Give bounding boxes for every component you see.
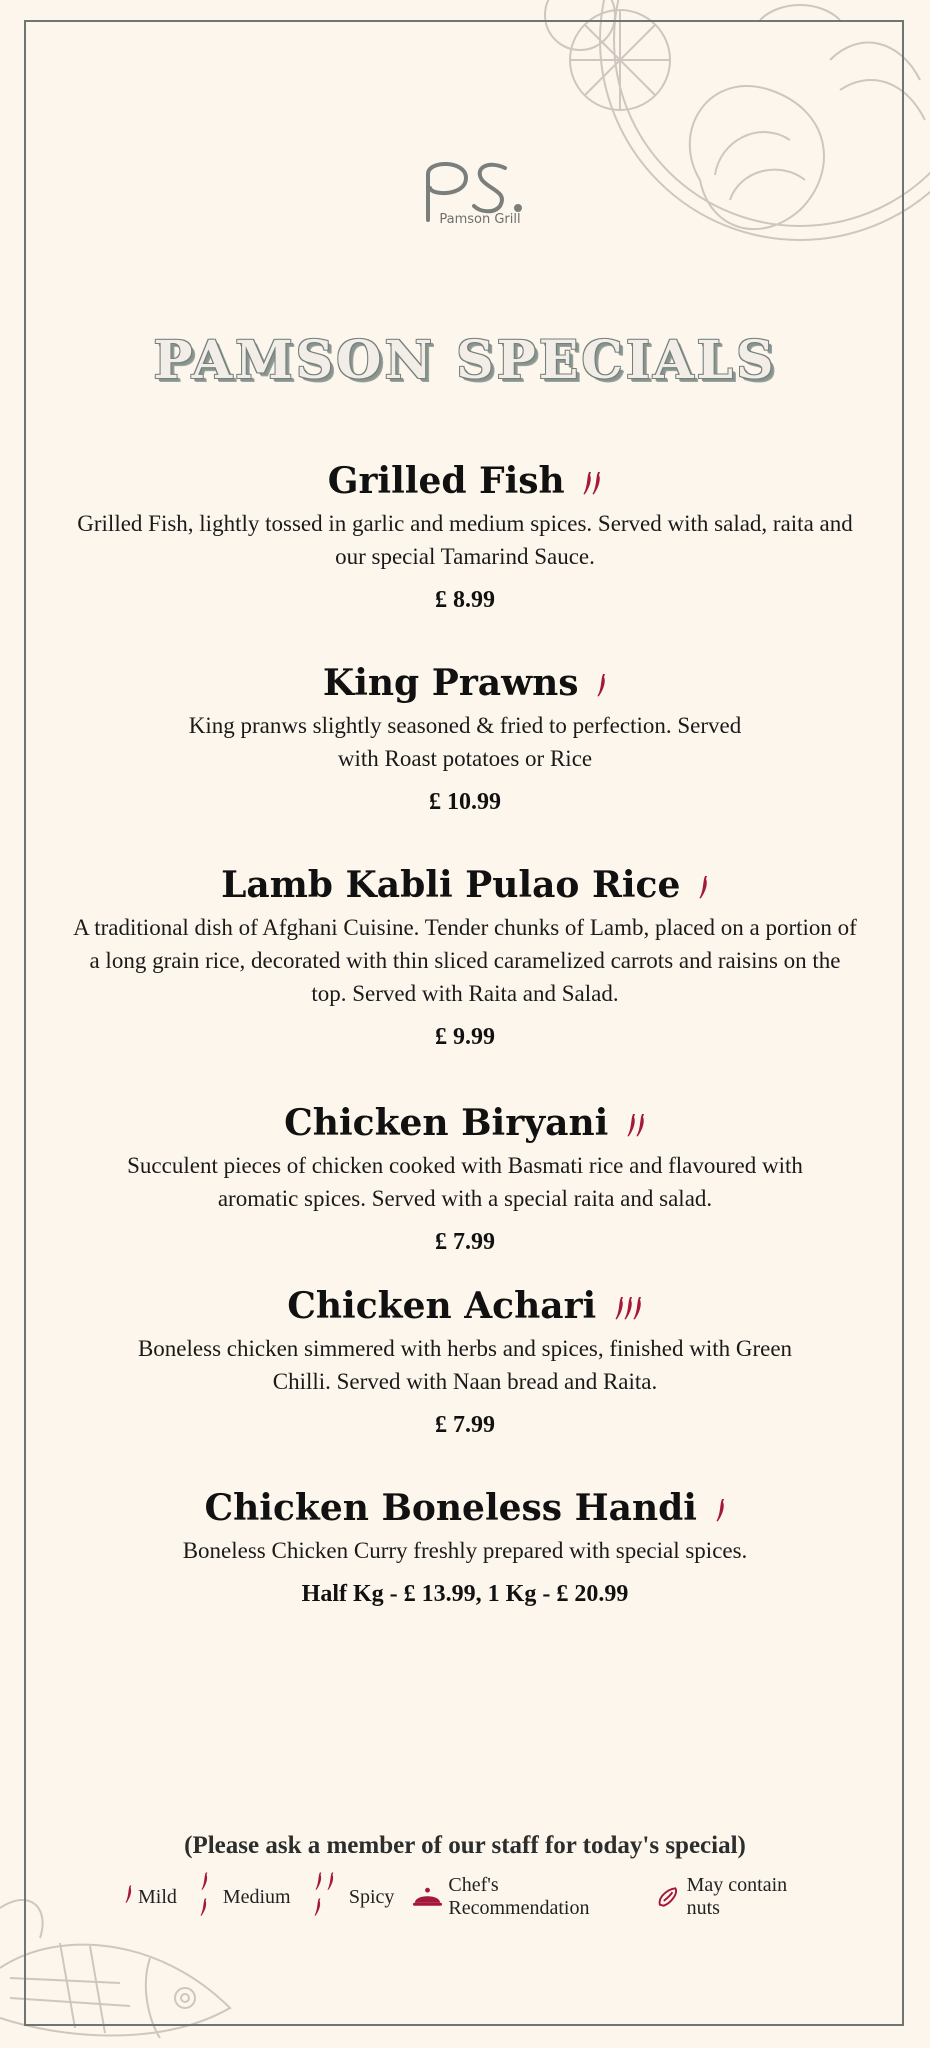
legend-nuts bbox=[656, 1874, 821, 1920]
menu-item bbox=[60, 660, 870, 816]
spice-level-medium bbox=[583, 461, 602, 507]
chili-icon bbox=[597, 672, 607, 698]
item-name: Chicken Boneless Handi bbox=[204, 1487, 697, 1529]
legend-medium-label: Medium bbox=[222, 1885, 291, 1908]
cloche-icon bbox=[412, 1886, 443, 1908]
chili-icon bbox=[314, 1897, 322, 1917]
item-price: £ 10.99 bbox=[429, 789, 501, 815]
item-name: Chicken Achari bbox=[287, 1285, 597, 1327]
legend-mild bbox=[119, 1884, 177, 1910]
chili-icon bbox=[327, 1871, 335, 1891]
chili-icon bbox=[315, 1871, 323, 1891]
item-name: Grilled Fish bbox=[327, 460, 565, 502]
chili-icon bbox=[125, 1884, 133, 1904]
spice-level-spicy bbox=[615, 1286, 643, 1332]
spice-level-mild bbox=[716, 1488, 726, 1534]
pamson-logo bbox=[405, 152, 535, 244]
item-description: A traditional dish of Afghani Cuisine. Tender chunks of Lamb, placed on a portion of a long grain rice, decorated with thin sliced caramelized carrots and raisins on the top. Served with Raita and Salad. bbox=[73, 915, 857, 1006]
item-name: Lamb Kabli Pulao Rice bbox=[221, 864, 681, 906]
menu-item bbox=[60, 458, 870, 614]
spice-level-mild bbox=[597, 663, 607, 709]
legend-spicy-label: Spicy bbox=[348, 1885, 395, 1908]
staff-special-note: (Please ask a member of our staff for today's special) bbox=[184, 1832, 746, 1859]
chili-icon bbox=[315, 1871, 349, 1923]
item-description: Boneless Chicken Curry freshly prepared with special spices. bbox=[182, 1538, 748, 1563]
page-title: PAMSON SPECIALS bbox=[153, 330, 777, 391]
brand-name: Pamson Grill bbox=[439, 212, 521, 227]
chili-icon bbox=[633, 1295, 643, 1321]
spice-level-medium bbox=[627, 1103, 646, 1149]
legend-chef bbox=[412, 1874, 638, 1920]
item-price: Half Kg - £ 13.99, 1 Kg - £ 20.99 bbox=[301, 1581, 629, 1607]
legend-nuts-label: May contain nuts bbox=[686, 1874, 788, 1919]
spice-level-mild bbox=[699, 865, 709, 911]
item-price: £ 7.99 bbox=[435, 1229, 495, 1255]
menu-item bbox=[60, 1283, 870, 1439]
chili-icon bbox=[699, 874, 709, 900]
legend-chef-label: Chef's Recommendation bbox=[448, 1874, 590, 1919]
legend-mild-label: Mild bbox=[138, 1885, 177, 1908]
item-price: £ 7.99 bbox=[435, 1412, 495, 1438]
item-name: King Prawns bbox=[322, 662, 579, 704]
item-description: Succulent pieces of chicken cooked with Basmati rice and flavoured with aromatic spices. Served with a special raita and salad. bbox=[127, 1153, 803, 1211]
item-price: £ 8.99 bbox=[435, 587, 495, 613]
chili-icon bbox=[200, 1897, 208, 1917]
nut-icon bbox=[656, 1885, 681, 1909]
item-price: £ 9.99 bbox=[435, 1024, 495, 1050]
chili-icon bbox=[201, 1871, 223, 1923]
item-description: King pranws slightly seasoned & fried to perfection. Served with Roast potatoes or Rice bbox=[188, 713, 742, 771]
item-name: Chicken Biryani bbox=[284, 1102, 609, 1144]
chili-icon bbox=[201, 1871, 209, 1891]
legend bbox=[110, 1874, 830, 1919]
item-description: Grilled Fish, lightly tossed in garlic and medium spices. Served with salad, raita and our special Tamarind Sauce. bbox=[77, 511, 853, 569]
menu-item bbox=[60, 1100, 870, 1256]
chili-icon bbox=[125, 1884, 138, 1910]
chili-icon bbox=[636, 1112, 646, 1138]
legend-spicy bbox=[309, 1871, 395, 1923]
legend-medium bbox=[195, 1871, 291, 1923]
item-description: Boneless chicken simmered with herbs and spices, finished with Green Chilli. Served with Naan bread and Raita. bbox=[137, 1336, 793, 1394]
menu-item bbox=[70, 862, 860, 1051]
chili-icon bbox=[592, 470, 602, 496]
chili-icon bbox=[716, 1497, 726, 1523]
menu-item bbox=[60, 1485, 870, 1608]
